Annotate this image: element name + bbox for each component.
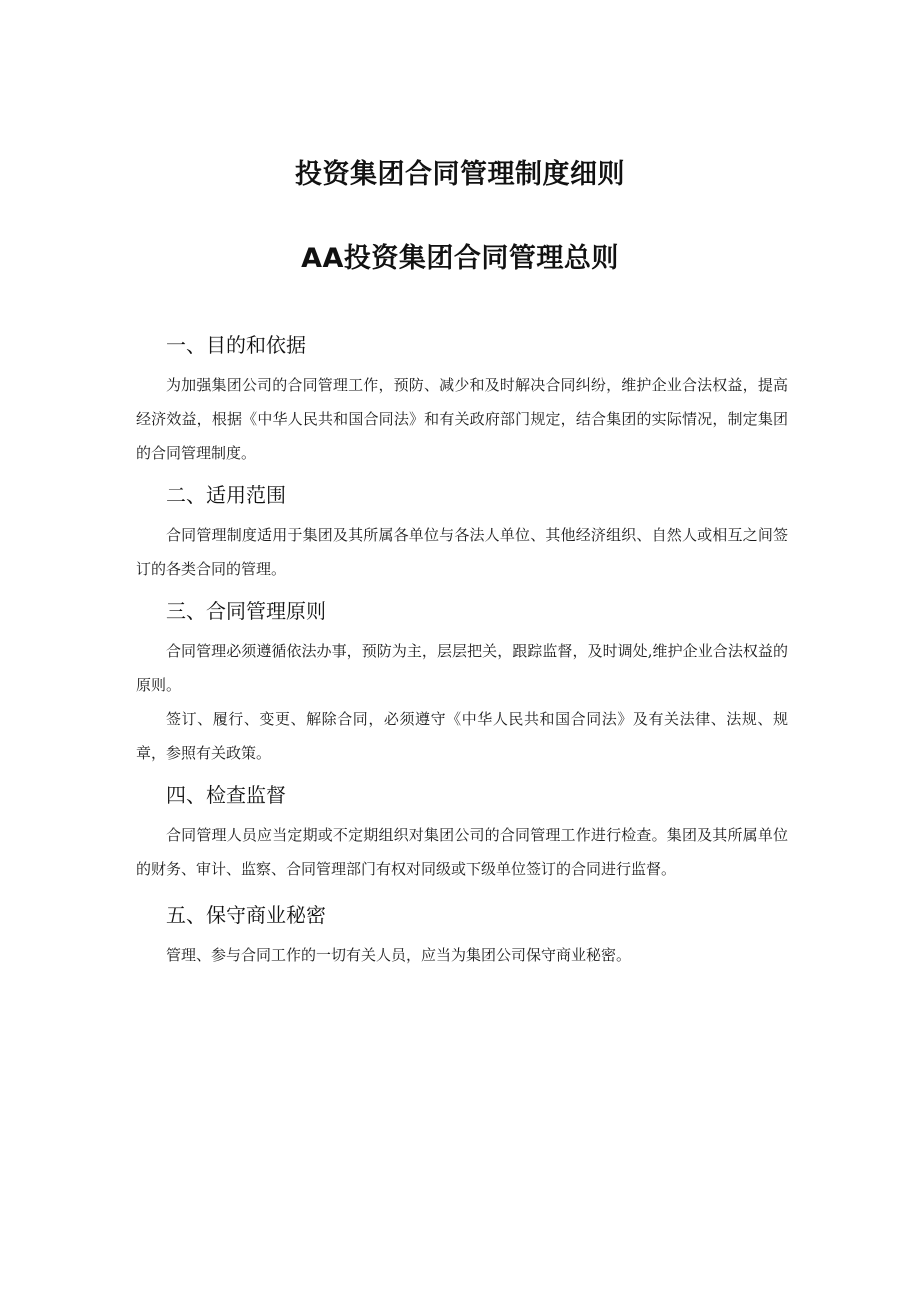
section-paragraph: 管理、参与合同工作的一切有关人员，应当为集团公司保守商业秘密。 xyxy=(166,946,632,964)
section-heading: 四、检查监督 xyxy=(166,783,286,807)
section-paragraph: 为加强集团公司的合同管理工作，预防、减少和及时解决合同纠纷，维护企业合法权益，提高经济效益，根据《中华人民共和国合同法》和有关政府部门规定，结合集团的实际情况，制定集团的合同管理制度。 xyxy=(136,376,788,462)
section-principles xyxy=(136,596,788,770)
section-paragraph: 合同管理人员应当定期或不定期组织对集团公司的合同管理工作进行检查。集团及其所属单位的财务、审计、监察、合同管理部门有权对同级或下级单位签订的合同进行监督。 xyxy=(136,826,788,878)
document-subtitle: AA投资集团合同管理总则 xyxy=(301,243,619,274)
section-scope xyxy=(136,480,788,586)
section-confidentiality xyxy=(136,900,788,972)
section-inspection xyxy=(136,780,788,886)
section-heading: 一、目的和依据 xyxy=(166,333,306,357)
section-paragraph: 合同管理必须遵循依法办事，预防为主，层层把关，跟踪监督，及时调处,维护企业合法权益的原则。 xyxy=(136,642,788,694)
section-heading: 二、适用范围 xyxy=(166,483,286,507)
section-heading: 三、合同管理原则 xyxy=(166,599,326,623)
document-title: 投资集团合同管理制度细则 xyxy=(295,159,625,190)
section-purpose xyxy=(136,330,788,470)
section-paragraph: 合同管理制度适用于集团及其所属各单位与各法人单位、其他经济组织、自然人或相互之间签订的各类合同的管理。 xyxy=(136,526,788,578)
section-heading: 五、保守商业秘密 xyxy=(166,903,326,927)
document-body xyxy=(136,330,788,982)
section-paragraph: 签订、履行、变更、解除合同，必须遵守《中华人民共和国合同法》及有关法律、法规、规章，参照有关政策。 xyxy=(136,710,788,762)
